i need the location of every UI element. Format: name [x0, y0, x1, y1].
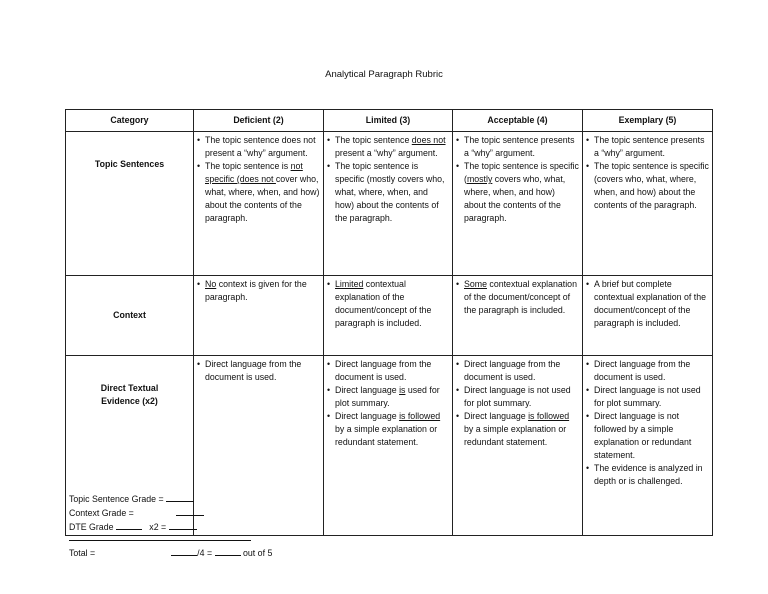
- emphasized-text: Some: [464, 279, 487, 289]
- dte-grade-label: DTE Grade: [69, 522, 114, 532]
- criteria-text: The topic sentence does not present a “why” argument.: [205, 135, 316, 158]
- criteria-text: context is given for the paragraph.: [205, 279, 307, 302]
- context-grade-line: [69, 506, 272, 520]
- criteria-text: cover who, what, where, when, and how) about the contents of the paragraph.: [205, 174, 320, 223]
- rubric-table: [65, 109, 713, 536]
- criteria-list: [327, 358, 449, 449]
- criteria-text: The topic sentence presents a “why” argument.: [464, 135, 575, 158]
- criteria-bullet: [456, 134, 579, 160]
- context-grade-blank[interactable]: [176, 506, 204, 516]
- header-deficient: Deficient (2): [194, 110, 324, 132]
- criteria-bullet: [456, 358, 579, 384]
- criteria-text: Direct language from the document is used.: [594, 359, 691, 382]
- criteria-text: contextual explanation of the document/concept of the paragraph is included.: [335, 279, 432, 328]
- emphasized-text: is followed: [528, 411, 570, 421]
- criteria-cell-acceptable: [453, 276, 583, 356]
- criteria-list: [327, 278, 449, 330]
- criteria-text: by a simple explanation or redundant statement.: [464, 424, 567, 447]
- criteria-bullet: [586, 384, 709, 410]
- criteria-bullet: [327, 160, 449, 225]
- criteria-list: [456, 134, 579, 225]
- criteria-bullet: [197, 358, 320, 384]
- criteria-cell-exemplary: [583, 356, 713, 536]
- total-line: [69, 546, 272, 560]
- criteria-cell-limited: [324, 356, 453, 536]
- criteria-text: The topic sentence is specific (mostly covers who, what, where, when, and how) about the contents of the paragraph.: [335, 161, 445, 223]
- criteria-text: Direct language from the document is used.: [464, 359, 561, 382]
- criteria-bullet: [456, 410, 579, 449]
- criteria-bullet: [586, 410, 709, 462]
- dte-weighted-blank[interactable]: [169, 520, 197, 530]
- criteria-bullet: [197, 160, 320, 225]
- criteria-cell-deficient: [194, 132, 324, 276]
- total-outof: out of 5: [243, 548, 273, 558]
- page-title: Analytical Paragraph Rubric: [325, 69, 443, 80]
- header-acceptable: Acceptable (4): [453, 110, 583, 132]
- criteria-text: Direct language from the document is used.: [335, 359, 432, 382]
- context-grade-label: Context Grade =: [69, 508, 134, 518]
- criteria-bullet: [327, 384, 449, 410]
- header-category: Category: [66, 110, 194, 132]
- criteria-text: The evidence is analyzed in depth or is challenged.: [594, 463, 703, 486]
- grade-summary: [69, 492, 272, 560]
- emphasized-text: not specific (does not: [205, 161, 303, 184]
- separator-line: [69, 540, 251, 541]
- criteria-cell-exemplary: [583, 276, 713, 356]
- criteria-bullet: [197, 134, 320, 160]
- criteria-cell-exemplary: [583, 132, 713, 276]
- criteria-list: [327, 134, 449, 225]
- criteria-list: [456, 278, 579, 317]
- dte-grade-line: [69, 520, 272, 534]
- topic-grade-line: [69, 492, 272, 506]
- emphasized-text: is followed: [399, 411, 441, 421]
- criteria-bullet: [456, 160, 579, 225]
- header-exemplary: Exemplary (5): [583, 110, 713, 132]
- criteria-text: The topic sentence is specific (covers who, what, where, when, and how) about the contents of the paragraph.: [594, 161, 709, 210]
- criteria-text: Direct language is not used for plot summary.: [594, 385, 701, 408]
- criteria-bullet: [456, 278, 579, 317]
- emphasized-text: does not: [411, 135, 446, 145]
- criteria-bullet: [456, 384, 579, 410]
- header-limited: Limited (3): [324, 110, 453, 132]
- rubric-row: [66, 132, 713, 276]
- criteria-text: A brief but complete contextual explanation of the document/concept of the paragraph is included.: [594, 279, 706, 328]
- criteria-bullet: [327, 278, 449, 330]
- criteria-bullet: [586, 462, 709, 488]
- criteria-cell-acceptable: [453, 132, 583, 276]
- header-row: [66, 110, 713, 132]
- criteria-text: Direct language: [335, 411, 400, 421]
- criteria-cell-limited: [324, 276, 453, 356]
- criteria-bullet: [586, 358, 709, 384]
- emphasized-text: No: [205, 279, 217, 289]
- emphasized-text: is: [399, 385, 406, 395]
- criteria-text: Direct language: [464, 411, 529, 421]
- criteria-cell-acceptable: [453, 356, 583, 536]
- criteria-text: present a “why” argument.: [335, 148, 438, 158]
- criteria-list: [586, 134, 709, 212]
- dte-multiplier-label: x2 =: [149, 522, 167, 532]
- total-label: Total =: [69, 548, 96, 558]
- criteria-bullet: [586, 278, 709, 330]
- category-cell: Direct Textual Evidence (x2): [66, 356, 194, 536]
- criteria-bullet: [197, 278, 320, 304]
- rubric-row: [66, 276, 713, 356]
- criteria-bullet: [586, 160, 709, 212]
- criteria-text: The topic sentence presents a “why” argument.: [594, 135, 705, 158]
- criteria-text: The topic sentence is specific (: [464, 161, 579, 184]
- criteria-bullet: [327, 410, 449, 449]
- criteria-text: Direct language is not followed by a simple explanation or redundant statement.: [594, 411, 692, 460]
- total-score-blank[interactable]: [215, 546, 241, 556]
- category-cell: Context: [66, 276, 194, 356]
- criteria-list: [197, 278, 320, 304]
- criteria-list: [197, 358, 320, 384]
- criteria-list: [586, 358, 709, 488]
- criteria-cell-deficient: [194, 276, 324, 356]
- criteria-text: by a simple explanation or redundant statement.: [335, 424, 438, 447]
- total-divisor: /4 =: [197, 548, 213, 558]
- dte-grade-blank[interactable]: [116, 520, 142, 530]
- criteria-text: used for plot summary.: [335, 385, 440, 408]
- criteria-text: Direct language is not used for plot summary.: [464, 385, 571, 408]
- criteria-text: The topic sentence is: [205, 161, 291, 171]
- criteria-text: Direct language from the document is used.: [205, 359, 302, 382]
- criteria-text: Direct language: [335, 385, 400, 395]
- emphasized-text: Limited: [335, 279, 364, 289]
- total-blank[interactable]: [171, 546, 197, 556]
- criteria-bullet: [586, 134, 709, 160]
- criteria-text: The topic sentence: [335, 135, 412, 145]
- criteria-text: covers who, what, where, when, and how) about the contents of the paragraph.: [464, 174, 566, 223]
- criteria-list: [586, 278, 709, 330]
- criteria-list: [197, 134, 320, 225]
- topic-grade-blank[interactable]: [166, 492, 194, 502]
- criteria-bullet: [327, 358, 449, 384]
- criteria-text: contextual explanation of the document/concept of the paragraph is included.: [464, 279, 577, 315]
- criteria-cell-limited: [324, 132, 453, 276]
- topic-grade-label: Topic Sentence Grade =: [69, 494, 164, 504]
- category-cell: Topic Sentences: [66, 132, 194, 276]
- emphasized-text: mostly: [466, 174, 493, 184]
- criteria-list: [456, 358, 579, 449]
- criteria-bullet: [327, 134, 449, 160]
